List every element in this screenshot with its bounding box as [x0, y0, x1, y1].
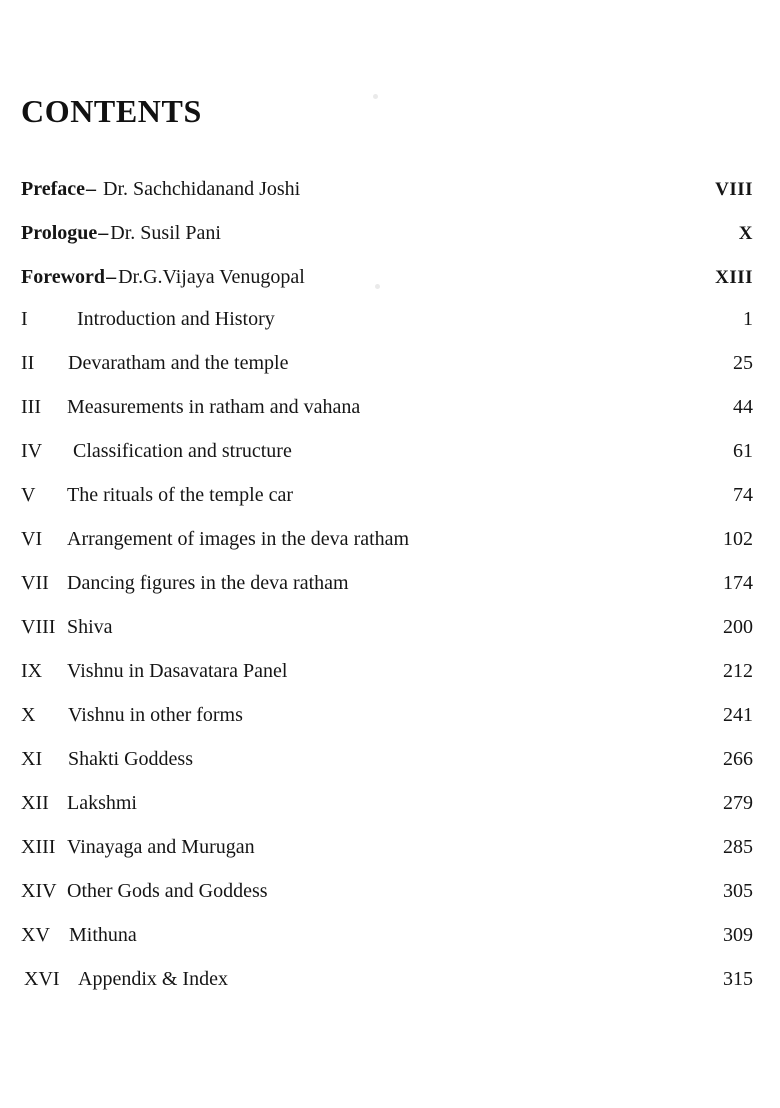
chapter-numeral: I: [21, 308, 28, 330]
front-matter-label: Foreword: [21, 266, 106, 288]
front-matter-label: Preface: [21, 178, 86, 200]
chapter-page-number: 309: [723, 924, 753, 946]
front-matter-label: Prologue: [21, 222, 98, 244]
contents-entry-row[interactable]: [21, 394, 753, 420]
chapter-title: Shiva: [67, 616, 113, 638]
chapter-numeral: IV: [21, 440, 43, 462]
chapter-title: Arrangement of images in the deva ratham: [67, 528, 410, 550]
chapter-page-number: 61: [733, 440, 753, 462]
contents-entry-row[interactable]: [21, 570, 753, 596]
front-matter-row[interactable]: [21, 220, 753, 246]
chapter-numeral: XV: [21, 924, 50, 946]
chapter-page-number: 305: [723, 880, 753, 902]
contents-entry-row[interactable]: [21, 966, 753, 992]
chapter-page-number: 44: [733, 396, 753, 418]
chapter-numeral: XII: [21, 792, 49, 814]
front-matter-author: Dr.G.Vijaya Venugopal: [118, 266, 305, 288]
chapter-page-number: 102: [723, 528, 753, 550]
contents-entry-row[interactable]: [21, 790, 753, 816]
scan-speck: [373, 94, 378, 99]
chapter-title: The rituals of the temple car: [67, 484, 294, 506]
chapter-page-number: 1: [743, 308, 753, 330]
chapter-title: Introduction and History: [77, 308, 275, 330]
chapter-title: Vishnu in other forms: [68, 704, 243, 726]
chapter-page-number: 315: [723, 968, 753, 990]
chapter-page-number: 212: [723, 660, 753, 682]
front-matter-row[interactable]: [21, 264, 753, 290]
contents-entry-row[interactable]: [21, 614, 753, 640]
chapter-numeral: II: [21, 352, 35, 374]
chapter-title: Measurements in ratham and vahana: [67, 396, 361, 418]
contents-entry-row[interactable]: [21, 878, 753, 904]
chapter-title: Classification and structure: [73, 440, 292, 462]
chapter-numeral: VII: [21, 572, 49, 594]
contents-entry-row[interactable]: [21, 834, 753, 860]
chapter-numeral: XI: [21, 748, 43, 770]
contents-entry-row[interactable]: [21, 658, 753, 684]
chapter-title: Lakshmi: [67, 792, 137, 814]
contents-entry-row[interactable]: [21, 746, 753, 772]
chapter-numeral: XIII: [21, 836, 56, 858]
contents-entry-row[interactable]: [21, 526, 753, 552]
chapter-page-number: 266: [723, 748, 753, 770]
chapter-numeral: IX: [21, 660, 43, 682]
front-matter-dash: –: [106, 266, 117, 288]
chapter-title: Devaratham and the temple: [68, 352, 289, 374]
chapter-numeral: III: [21, 396, 41, 418]
chapter-numeral: VIII: [21, 616, 56, 638]
front-matter-dash: –: [86, 178, 97, 200]
chapter-page-number: 285: [723, 836, 753, 858]
chapter-title: Dancing figures in the deva ratham: [67, 572, 349, 594]
front-matter-entry: [21, 220, 221, 246]
front-matter-entry: [21, 176, 300, 202]
chapter-title: Other Gods and Goddess: [67, 880, 268, 902]
front-matter-author: Dr. Sachchidanand Joshi: [98, 178, 301, 200]
chapter-numeral: X: [21, 704, 36, 726]
contents-entry-row[interactable]: [21, 922, 753, 948]
chapter-page-number: 74: [733, 484, 753, 506]
chapter-page-number: 241: [723, 704, 753, 726]
page-title: CONTENTS: [21, 93, 202, 130]
contents-entry-row[interactable]: [21, 482, 753, 508]
chapter-title: Vishnu in Dasavatara Panel: [67, 660, 288, 682]
contents-entry-row[interactable]: [21, 306, 753, 332]
contents-entry-row[interactable]: [21, 702, 753, 728]
chapter-page-number: 279: [723, 792, 753, 814]
chapter-numeral: XVI: [24, 968, 60, 990]
front-matter-author: Dr. Susil Pani: [110, 222, 221, 244]
chapter-numeral: XIV: [21, 880, 57, 902]
chapter-title: Shakti Goddess: [68, 748, 193, 770]
contents-entry-row[interactable]: [21, 350, 753, 376]
chapter-page-number: 174: [723, 572, 753, 594]
chapter-title: Appendix & Index: [78, 968, 228, 990]
contents-entry-row[interactable]: [21, 438, 753, 464]
front-matter-dash: –: [98, 222, 109, 244]
front-matter-page-number: VIII: [715, 179, 753, 200]
front-matter-row[interactable]: [21, 176, 753, 202]
front-matter-page-number: XIII: [715, 267, 753, 288]
front-matter-entry: [21, 264, 305, 290]
chapter-title: Vinayaga and Murugan: [67, 836, 255, 858]
front-matter-page-number: X: [738, 223, 753, 244]
chapter-numeral: V: [21, 484, 36, 506]
chapter-page-number: 25: [733, 352, 753, 374]
chapter-page-number: 200: [723, 616, 753, 638]
chapter-numeral: VI: [21, 528, 43, 550]
chapter-title: Mithuna: [69, 924, 137, 946]
